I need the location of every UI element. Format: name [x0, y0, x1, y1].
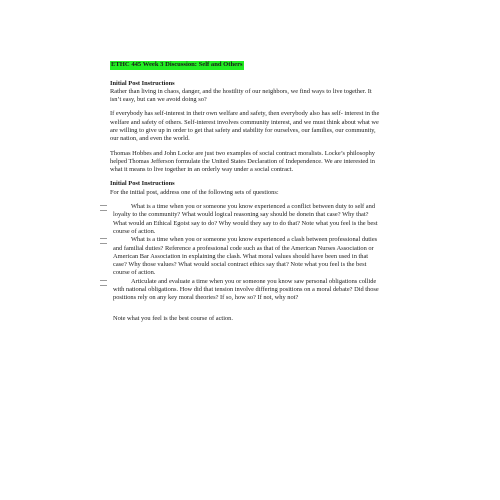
question-item — [110, 236, 382, 277]
list-bullet-icon — [100, 280, 107, 286]
document-title: ETHC 445 Week 3 Discussion: Self and Others — [111, 61, 243, 68]
question-text: Articulate and evaluate a time when you or someone you know saw personal obligations collide with national obligations. How did that tension involve differing positions on a moral debate? Did those positions rely on any key moral theories? If so, how so? If not, why not? — [113, 277, 379, 302]
section-heading-1: Initial Post Instructions — [110, 79, 175, 87]
section-heading-2: Initial Post Instructions — [110, 180, 175, 188]
questions-list — [110, 203, 382, 303]
questions-intro: For the initial post, address one of the following sets of questions: — [110, 188, 279, 196]
list-bullet-icon — [100, 238, 107, 244]
paragraph-3: Thomas Hobbes and John Locke are just two examples of social contract moralists. Locke’s philosophy helped Thomas Jefferson formulate the United States Declaration of Independence. We are interested in what it means to live together in an orderly way under a social contract. — [110, 149, 375, 174]
list-bullet-icon — [100, 205, 107, 211]
document-body — [110, 61, 382, 323]
closing-note: Note what you feel is the best course of action. — [113, 314, 233, 322]
question-item — [110, 278, 382, 303]
question-text: What is a time when you or someone you know experienced a conflict between duty to self and loyalty to the community? What would logical reasoning say should be donein that case? Why that? What would an Ethical Egoist say to do? Why would they say to do that? Note what you feel is the best course of action. — [113, 203, 378, 235]
paragraph-1: Rather than living in chaos, danger, and the hostility of our neighbors, we find ways to live together. It isn’t easy, but can we avoid doing so? — [110, 87, 372, 104]
question-text: What is a time when you or someone you know experienced a clash between professional duties and familial duties? Reference a professional code such as that of the American Nurses Association or American Bar Association in explaining the clash. What moral values should have been used in that case? Why those values? What would social contract ethics say that? Note what you feel is the best course of action. — [113, 236, 378, 277]
paragraph-2: If everybody has self-interest in their own welfare and safety, then everybody also has self- interest in the welfare and safety of others. Self-interest involves community interest, and we must think about what we are willing to give up in order to get that safety and stability for ourselves, our families, our community, our nation, and even the world. — [110, 110, 380, 143]
question-item — [110, 203, 382, 236]
